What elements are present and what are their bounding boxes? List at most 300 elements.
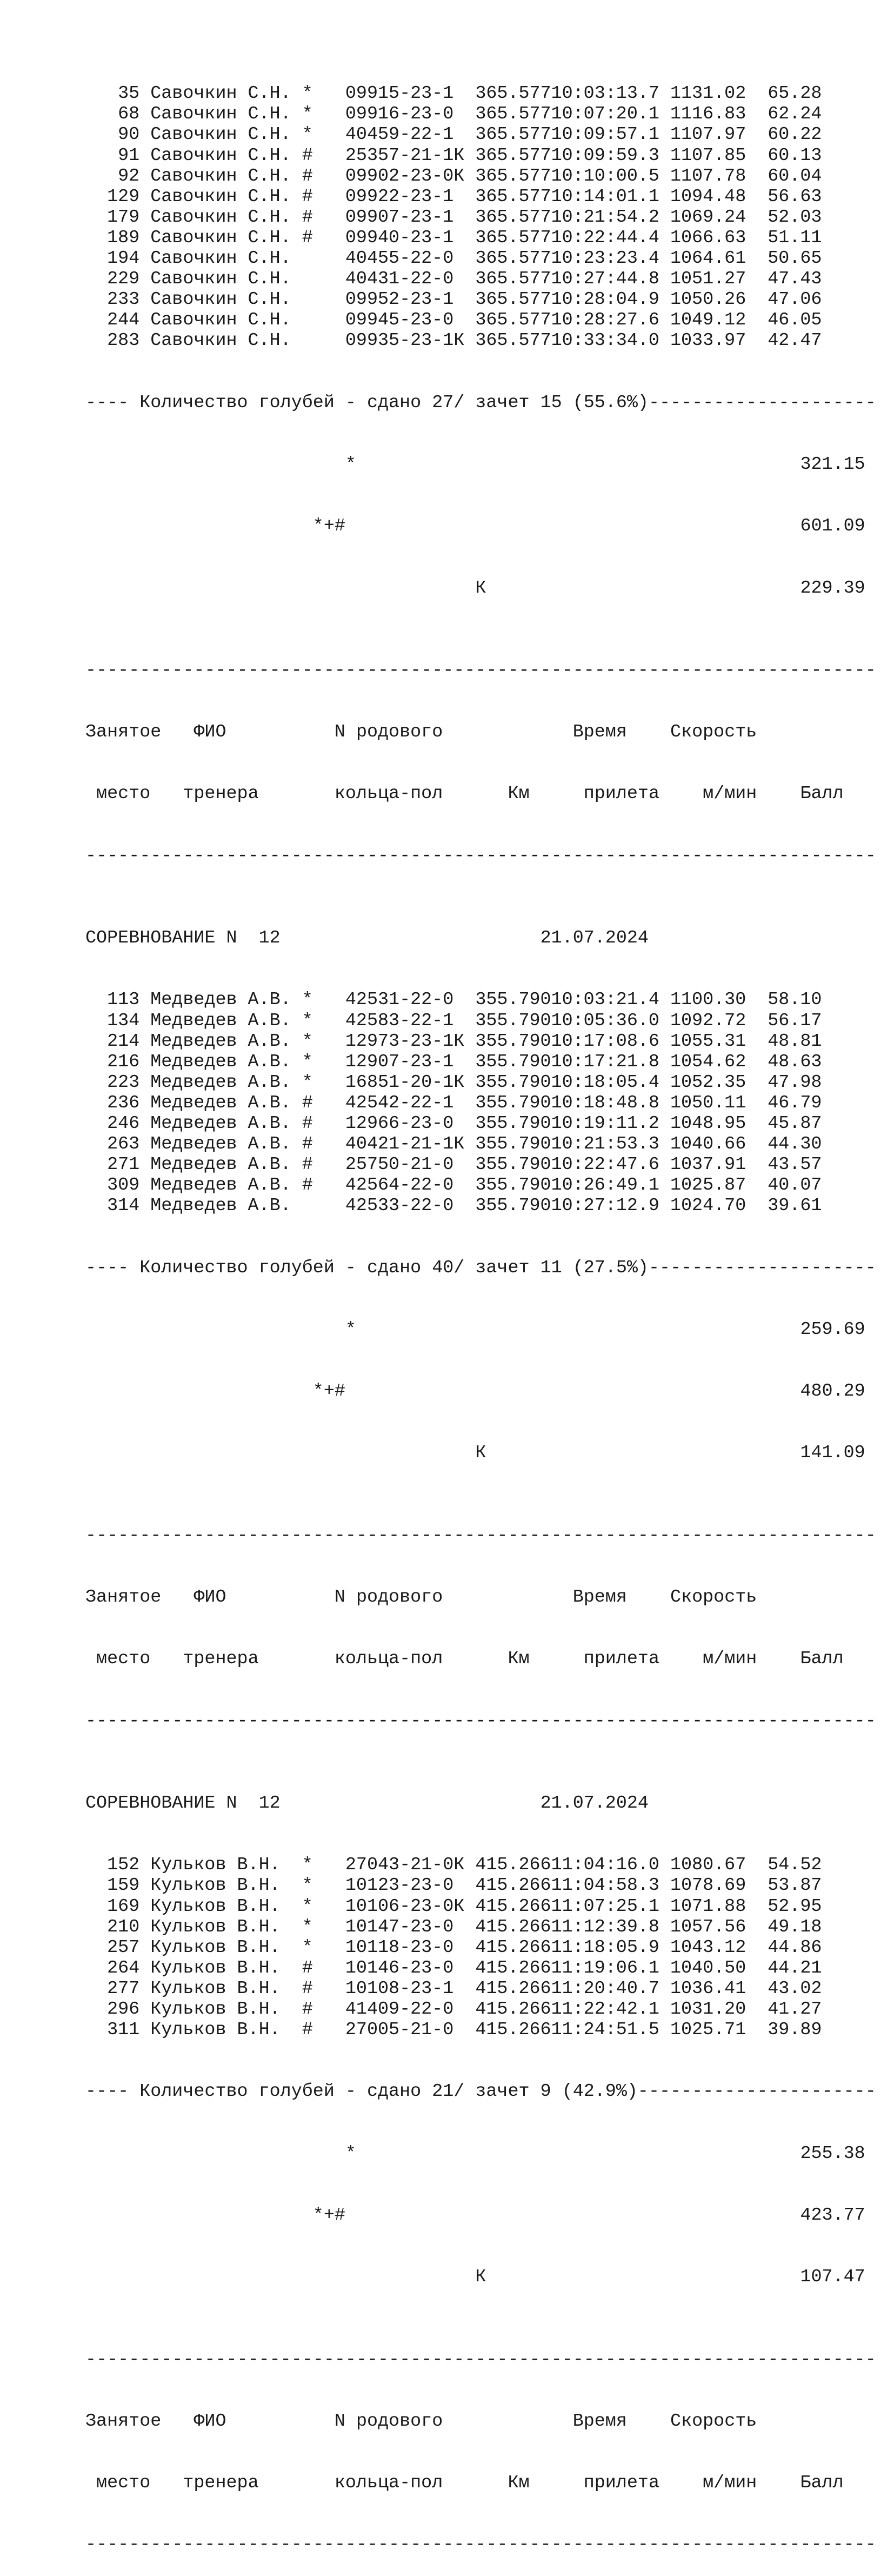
arrival-time: 10:21:54.2 (551, 207, 659, 228)
separator-line: ------------------------------------------------------------------------- (85, 1710, 876, 1731)
place-number: 244 (107, 310, 140, 331)
ring-number: 40431-22-0 (345, 269, 454, 290)
trainer-name: Медведев А.В. (150, 1196, 291, 1217)
trainer-name: Кульков В.Н. (150, 1855, 281, 1876)
speed-value: 1094.48 (670, 186, 746, 207)
place-number: 179 (107, 207, 140, 228)
trainer-name: Савочкин С.Н. (150, 124, 291, 145)
category-mark: * (302, 124, 313, 145)
speed-value: 1049.12 (670, 310, 746, 331)
table-row (85, 124, 876, 145)
distance-km: 365.577 (475, 227, 551, 248)
trainer-name: Медведев А.В. (150, 1031, 291, 1052)
ring-number: 10108-23-1 (345, 1978, 454, 1999)
arrival-time: 10:19:11.2 (551, 1113, 659, 1134)
distance-km: 415.266 (475, 1937, 551, 1958)
speed-value: 1037.91 (670, 1154, 746, 1176)
arrival-time: 10:14:01.1 (551, 186, 659, 207)
arrival-time: 10:17:08.6 (551, 1031, 659, 1052)
arrival-time: 10:03:13.7 (551, 83, 659, 104)
distance-km: 355.790 (475, 1031, 551, 1052)
table-row (85, 1958, 876, 1979)
score-value: 47.43 (768, 269, 822, 290)
score-value: 52.95 (768, 1896, 822, 1917)
arrival-time: 11:04:16.0 (551, 1855, 659, 1876)
arrival-time: 10:22:47.6 (551, 1154, 659, 1176)
distance-km: 355.790 (475, 1072, 551, 1093)
ring-number: 25357-21-1К (345, 145, 465, 166)
category-mark: # (302, 1175, 313, 1196)
distance-km: 355.790 (475, 1134, 551, 1155)
score-value: 43.02 (768, 1978, 822, 1999)
category-mark: * (302, 1916, 313, 1937)
ring-number: 25750-21-0 (345, 1154, 454, 1176)
trainer-name: Медведев А.В. (150, 1113, 291, 1134)
category-mark: # (302, 186, 313, 207)
table-row (85, 310, 876, 330)
summary-starhash-score: *+# 480.29 (85, 1381, 865, 1402)
place-number: 169 (107, 1896, 140, 1917)
summary-starhash-score: *+# 423.77 (85, 2205, 865, 2226)
trainer-name: Кульков В.Н. (150, 1937, 281, 1958)
column-header-line-2: место тренера кольца-пол Км прилета м/мин Балл (85, 784, 844, 805)
speed-value: 1066.63 (670, 227, 746, 248)
score-value: 45.87 (768, 1113, 822, 1134)
separator-line: ------------------------------------------------------------------------- (85, 2349, 876, 2370)
summary-count-line: ---- Количество голубей - сдано 21/ зачет 9 (42.9%)---------------------- (85, 2081, 876, 2102)
place-number: 246 (107, 1113, 140, 1134)
summary-starhash-score: *+# 601.09 (85, 516, 865, 537)
place-number: 309 (107, 1175, 140, 1196)
arrival-time: 10:27:44.8 (551, 269, 659, 290)
arrival-time: 10:10:00.5 (551, 165, 659, 187)
score-value: 44.21 (768, 1957, 822, 1979)
trainer-name: Медведев А.В. (150, 1072, 291, 1093)
speed-value: 1033.97 (670, 330, 746, 351)
summary-k-score: К 107.47 (85, 2267, 865, 2288)
ring-number: 42542-22-1 (345, 1092, 454, 1113)
ring-number: 42533-22-0 (345, 1196, 454, 1217)
arrival-time: 10:03:21.4 (551, 990, 659, 1011)
column-header-line-1: Занятое ФИО N родового Время Скорость (85, 1587, 822, 1608)
table-row (85, 1072, 876, 1093)
distance-km: 365.577 (475, 104, 551, 125)
arrival-time: 10:18:05.4 (551, 1072, 659, 1093)
category-mark: * (302, 1896, 313, 1917)
distance-km: 365.577 (475, 83, 551, 104)
distance-km: 415.266 (475, 1916, 551, 1937)
category-mark: * (302, 990, 313, 1011)
distance-km: 365.577 (475, 165, 551, 187)
table-row (85, 145, 876, 166)
category-mark: * (302, 83, 313, 104)
score-value: 53.87 (768, 1875, 822, 1896)
ring-number: 27005-21-0 (345, 2020, 454, 2041)
score-value: 44.30 (768, 1134, 822, 1155)
place-number: 229 (107, 269, 140, 290)
ring-number: 09915-23-1 (345, 83, 454, 104)
category-mark: * (302, 1875, 313, 1896)
ring-number: 12973-23-1К (345, 1031, 465, 1052)
ring-number: 09922-23-1 (345, 186, 454, 207)
table-row (85, 269, 876, 289)
score-value: 62.24 (768, 104, 822, 125)
ring-number: 42583-22-1 (345, 1010, 454, 1031)
results-table-medvedev (85, 990, 876, 1216)
arrival-time: 10:18:48.8 (551, 1092, 659, 1113)
speed-value: 1048.95 (670, 1113, 746, 1134)
trainer-name: Савочкин С.Н. (150, 186, 291, 207)
ring-number: 09935-23-1К (345, 330, 465, 351)
speed-value: 1040.50 (670, 1957, 746, 1979)
table-row (85, 1937, 876, 1958)
category-mark: * (302, 1855, 313, 1876)
speed-value: 1057.56 (670, 1916, 746, 1937)
distance-km: 365.577 (475, 248, 551, 269)
place-number: 216 (107, 1051, 140, 1072)
ring-number: 09902-23-0К (345, 165, 465, 187)
distance-km: 365.577 (475, 145, 551, 166)
category-mark: * (302, 1072, 313, 1093)
distance-km: 355.790 (475, 990, 551, 1011)
speed-value: 1107.97 (670, 124, 746, 145)
speed-value: 1116.83 (670, 104, 746, 125)
arrival-time: 10:09:59.3 (551, 145, 659, 166)
trainer-name: Савочкин С.Н. (150, 248, 291, 269)
table-row (85, 1999, 876, 2020)
speed-value: 1071.88 (670, 1896, 746, 1917)
ring-number: 40421-21-1К (345, 1134, 465, 1155)
place-number: 159 (107, 1875, 140, 1896)
speed-value: 1100.30 (670, 990, 746, 1011)
competition-title: СОРЕВНОВАНИЕ N 12 21.07.2024 (85, 928, 649, 949)
table-row (85, 2020, 876, 2040)
column-header-line-1: Занятое ФИО N родового Время Скорость (85, 722, 822, 743)
trainer-name: Кульков В.Н. (150, 1875, 281, 1896)
category-mark: # (302, 2020, 313, 2041)
category-mark: * (302, 1937, 313, 1958)
arrival-time: 10:28:04.9 (551, 289, 659, 310)
arrival-time: 10:26:49.1 (551, 1175, 659, 1196)
place-number: 277 (107, 1978, 140, 1999)
speed-value: 1043.12 (670, 1937, 746, 1958)
ring-number: 42564-22-0 (345, 1175, 454, 1196)
ring-number: 27043-21-0К (345, 1855, 465, 1876)
score-value: 47.98 (768, 1072, 822, 1093)
table-row (85, 207, 876, 228)
table-row (85, 1154, 876, 1175)
category-mark: # (302, 1999, 313, 2020)
category-mark: * (302, 1031, 313, 1052)
trainer-name: Медведев А.В. (150, 1010, 291, 1031)
distance-km: 365.577 (475, 207, 551, 228)
score-value: 50.65 (768, 248, 822, 269)
distance-km: 365.577 (475, 269, 551, 290)
score-value: 60.04 (768, 165, 822, 187)
speed-value: 1040.66 (670, 1134, 746, 1155)
arrival-time: 10:28:27.6 (551, 310, 659, 331)
score-value: 56.63 (768, 186, 822, 207)
place-number: 113 (107, 990, 140, 1011)
summary-star-score: * 321.15 (85, 454, 865, 475)
table-row (85, 83, 876, 104)
place-number: 271 (107, 1154, 140, 1176)
summary-star-score: * 259.69 (85, 1319, 865, 1340)
arrival-time: 11:07:25.1 (551, 1896, 659, 1917)
place-number: 129 (107, 186, 140, 207)
table-row (85, 228, 876, 248)
table-row (85, 187, 876, 207)
trainer-name: Савочкин С.Н. (150, 289, 291, 310)
arrival-time: 10:09:57.1 (551, 124, 659, 145)
distance-km: 355.790 (475, 1154, 551, 1176)
summary-k-score: К 141.09 (85, 1443, 865, 1464)
arrival-time: 10:05:36.0 (551, 1010, 659, 1031)
place-number: 283 (107, 330, 140, 351)
category-mark: * (302, 104, 313, 125)
ring-number: 09916-23-0 (345, 104, 454, 125)
score-value: 43.57 (768, 1154, 822, 1176)
summary-star-score: * 255.38 (85, 2143, 865, 2164)
place-number: 236 (107, 1092, 140, 1113)
distance-km: 365.577 (475, 186, 551, 207)
trainer-name: Савочкин С.Н. (150, 83, 291, 104)
category-mark: # (302, 227, 313, 248)
speed-value: 1092.72 (670, 1010, 746, 1031)
table-row (85, 1196, 876, 1216)
score-value: 52.03 (768, 207, 822, 228)
score-value: 40.07 (768, 1175, 822, 1196)
arrival-time: 11:22:42.1 (551, 1999, 659, 2020)
speed-value: 1050.11 (670, 1092, 746, 1113)
table-row (85, 1113, 876, 1134)
score-value: 47.06 (768, 289, 822, 310)
place-number: 263 (107, 1134, 140, 1155)
trainer-name: Кульков В.Н. (150, 1999, 281, 2020)
distance-km: 365.577 (475, 124, 551, 145)
table-row (85, 330, 876, 351)
distance-km: 415.266 (475, 1978, 551, 1999)
arrival-time: 11:19:06.1 (551, 1957, 659, 1979)
speed-value: 1025.87 (670, 1175, 746, 1196)
score-value: 46.05 (768, 310, 822, 331)
score-value: 65.28 (768, 83, 822, 104)
ring-number: 40455-22-0 (345, 248, 454, 269)
table-row (85, 1896, 876, 1917)
table-row (85, 166, 876, 187)
score-value: 56.17 (768, 1010, 822, 1031)
place-number: 311 (107, 2020, 140, 2041)
competition-title: СОРЕВНОВАНИЕ N 12 21.07.2024 (85, 1793, 649, 1814)
table-row (85, 104, 876, 124)
place-number: 68 (118, 104, 140, 125)
place-number: 91 (118, 145, 140, 166)
category-mark: # (302, 145, 313, 166)
ring-number: 41409-22-0 (345, 1999, 454, 2020)
category-mark: # (302, 1113, 313, 1134)
summary-count-line: ---- Количество голубей - сдано 40/ зачет 11 (27.5%)--------------------- (85, 1257, 876, 1278)
distance-km: 355.790 (475, 1051, 551, 1072)
arrival-time: 10:21:53.3 (551, 1134, 659, 1155)
category-mark: * (302, 1051, 313, 1072)
place-number: 223 (107, 1072, 140, 1093)
category-mark: # (302, 165, 313, 187)
trainer-name: Медведев А.В. (150, 1134, 291, 1155)
score-value: 39.61 (768, 1196, 822, 1217)
speed-value: 1078.69 (670, 1875, 746, 1896)
speed-value: 1107.85 (670, 145, 746, 166)
summary-count-line: ---- Количество голубей - сдано 27/ зачет 15 (55.6%)--------------------- (85, 392, 876, 413)
separator-line: ------------------------------------------------------------------------- (85, 1525, 876, 1546)
table-row (85, 289, 876, 310)
arrival-time: 10:17:21.8 (551, 1051, 659, 1072)
trainer-name: Кульков В.Н. (150, 1896, 281, 1917)
results-document (85, 22, 876, 2576)
top-results-table (85, 83, 876, 351)
trainer-name: Медведев А.В. (150, 1051, 291, 1072)
category-mark: # (302, 1978, 313, 1999)
category-mark: # (302, 1134, 313, 1155)
trainer-name: Савочкин С.Н. (150, 330, 291, 351)
ring-number: 16851-20-1К (345, 1072, 465, 1093)
score-value: 49.18 (768, 1916, 822, 1937)
ring-number: 10146-23-0 (345, 1957, 454, 1979)
score-value: 54.52 (768, 1855, 822, 1876)
trainer-name: Медведев А.В. (150, 1154, 291, 1176)
place-number: 264 (107, 1957, 140, 1979)
table-row (85, 990, 876, 1010)
distance-km: 355.790 (475, 1175, 551, 1196)
table-row (85, 1031, 876, 1052)
speed-value: 1069.24 (670, 207, 746, 228)
ring-number: 09952-23-1 (345, 289, 454, 310)
distance-km: 355.790 (475, 1196, 551, 1217)
results-table-kulkov (85, 1855, 876, 2040)
speed-value: 1064.61 (670, 248, 746, 269)
place-number: 314 (107, 1196, 140, 1217)
arrival-time: 10:23:23.4 (551, 248, 659, 269)
score-value: 41.27 (768, 1999, 822, 2020)
speed-value: 1036.41 (670, 1978, 746, 1999)
speed-value: 1054.62 (670, 1051, 746, 1072)
trainer-name: Медведев А.В. (150, 990, 291, 1011)
arrival-time: 11:12:39.8 (551, 1916, 659, 1937)
place-number: 194 (107, 248, 140, 269)
table-row (85, 1917, 876, 1937)
table-row (85, 1979, 876, 1999)
ring-number: 10123-23-0 (345, 1875, 454, 1896)
place-number: 214 (107, 1031, 140, 1052)
category-mark: # (302, 1957, 313, 1979)
score-value: 39.89 (768, 2020, 822, 2041)
column-header-line-1: Занятое ФИО N родового Время Скорость (85, 2411, 822, 2432)
score-value: 48.81 (768, 1031, 822, 1052)
table-row (85, 248, 876, 269)
ring-number: 09907-23-1 (345, 207, 454, 228)
distance-km: 415.266 (475, 1999, 551, 2020)
place-number: 296 (107, 1999, 140, 2020)
table-row (85, 1093, 876, 1113)
arrival-time: 11:24:51.5 (551, 2020, 659, 2041)
distance-km: 365.577 (475, 289, 551, 310)
category-mark: # (302, 207, 313, 228)
place-number: 189 (107, 227, 140, 248)
arrival-time: 11:04:58.3 (551, 1875, 659, 1896)
speed-value: 1025.71 (670, 2020, 746, 2041)
score-value: 60.13 (768, 145, 822, 166)
table-row (85, 1855, 876, 1875)
distance-km: 415.266 (475, 1957, 551, 1979)
distance-km: 365.577 (475, 310, 551, 331)
trainer-name: Савочкин С.Н. (150, 104, 291, 125)
arrival-time: 11:20:40.7 (551, 1978, 659, 1999)
trainer-name: Кульков В.Н. (150, 1978, 281, 1999)
place-number: 210 (107, 1916, 140, 1937)
speed-value: 1031.20 (670, 1999, 746, 2020)
table-row (85, 1011, 876, 1031)
ring-number: 10106-23-0К (345, 1896, 465, 1917)
distance-km: 355.790 (475, 1092, 551, 1113)
score-value: 44.86 (768, 1937, 822, 1958)
column-header-line-2: место тренера кольца-пол Км прилета м/мин Балл (85, 1649, 844, 1670)
speed-value: 1052.35 (670, 1072, 746, 1093)
trainer-name: Савочкин С.Н. (150, 165, 291, 187)
ring-number: 10118-23-0 (345, 1937, 454, 1958)
column-header-line-2: место тренера кольца-пол Км прилета м/мин Балл (85, 2473, 844, 2494)
ring-number: 10147-23-0 (345, 1916, 454, 1937)
speed-value: 1055.31 (670, 1031, 746, 1052)
ring-number: 12907-23-1 (345, 1051, 454, 1072)
summary-k-score: К 229.39 (85, 577, 865, 599)
separator-line: ------------------------------------------------------------------------- (85, 660, 876, 681)
table-row (85, 1175, 876, 1196)
category-mark: * (302, 1010, 313, 1031)
table-row (85, 1134, 876, 1154)
ring-number: 09945-23-0 (345, 310, 454, 331)
score-value: 42.47 (768, 330, 822, 351)
trainer-name: Савочкин С.Н. (150, 269, 291, 290)
distance-km: 355.790 (475, 1113, 551, 1134)
distance-km: 415.266 (475, 1896, 551, 1917)
distance-km: 365.577 (475, 330, 551, 351)
category-mark: # (302, 1154, 313, 1176)
trainer-name: Медведев А.В. (150, 1175, 291, 1196)
ring-number: 12966-23-0 (345, 1113, 454, 1134)
trainer-name: Савочкин С.Н. (150, 207, 291, 228)
score-value: 60.22 (768, 124, 822, 145)
arrival-time: 10:33:34.0 (551, 330, 659, 351)
distance-km: 415.266 (475, 1855, 551, 1876)
table-row (85, 1052, 876, 1072)
trainer-name: Кульков В.Н. (150, 1916, 281, 1937)
distance-km: 415.266 (475, 2020, 551, 2041)
arrival-time: 10:27:12.9 (551, 1196, 659, 1217)
speed-value: 1051.27 (670, 269, 746, 290)
speed-value: 1131.02 (670, 83, 746, 104)
score-value: 46.79 (768, 1092, 822, 1113)
arrival-time: 10:07:20.1 (551, 104, 659, 125)
category-mark: # (302, 1092, 313, 1113)
speed-value: 1107.78 (670, 165, 746, 187)
place-number: 90 (118, 124, 140, 145)
distance-km: 355.790 (475, 1010, 551, 1031)
ring-number: 42531-22-0 (345, 990, 454, 1011)
place-number: 152 (107, 1855, 140, 1876)
trainer-name: Кульков В.Н. (150, 1957, 281, 1979)
separator-line: ------------------------------------------------------------------------- (85, 845, 876, 866)
arrival-time: 11:18:05.9 (551, 1937, 659, 1958)
place-number: 92 (118, 165, 140, 187)
